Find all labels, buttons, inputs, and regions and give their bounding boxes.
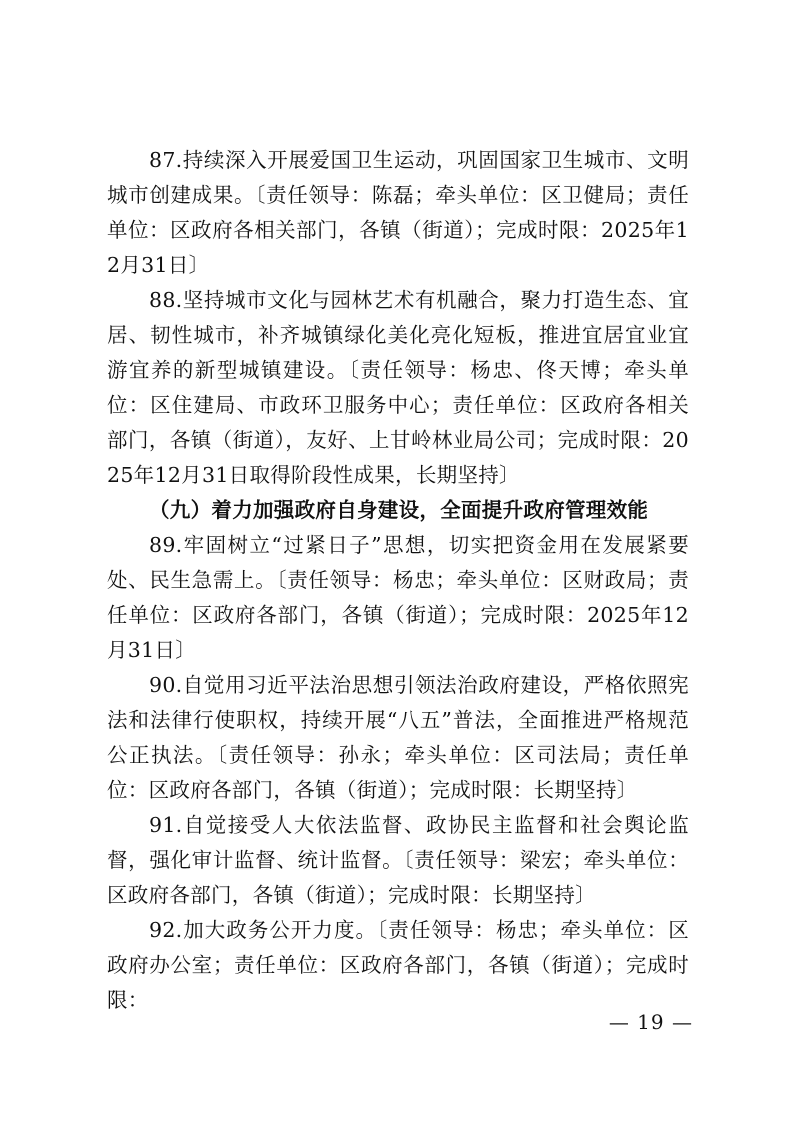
item-90: 90.自觉用习近平法治思想引领法治政府建设，严格依照宪法和法律行使职权，持续开展“八五”普法，全面推进严格规范公正执法。〔责任领导：孙永；牵头单位：区司法局；责任单位：区政府各部门，各镇（街道）；完成时限：长期坚持〕 — [107, 673, 689, 802]
section-heading-9: （九）着力加强政府自身建设，全面提升政府管理效能 — [149, 498, 649, 522]
item-88: 88.坚持城市文化与园林艺术有机融合，聚力打造生态、宜居、韧性城市，补齐城镇绿化美化亮化短板，推进宜居宜业宜游宜养的新型城镇建设。〔责任领导：杨忠、佟天博；牵头单位：区住建局、市政环卫服务中心；责任单位：区政府各相关部门，各镇（街道），友好、上甘岭林业局公司；完成时限：2025年12月31日取得阶段性成果，长期坚持〕 — [107, 288, 689, 487]
item-87: 87.持续深入开展爱国卫生运动，巩固国家卫生城市、文明城市创建成果。〔责任领导：陈磊；牵头单位：区卫健局；责任单位：区政府各相关部门，各镇（街道）；完成时限：2025年12月31日〕 — [107, 148, 689, 277]
page-number: — 19 — — [608, 1010, 693, 1034]
item-91: 91.自觉接受人大依法监督、政协民主监督和社会舆论监督，强化审计监督、统计监督。〔责任领导：梁宏；牵头单位：区政府各部门，各镇（街道）；完成时限：长期坚持〕 — [107, 813, 689, 907]
item-92: 92.加大政务公开力度。〔责任领导：杨忠；牵头单位：区政府办公室；责任单位：区政府各部门，各镇（街道）；完成时限： — [107, 918, 689, 1012]
item-89: 89.牢固树立“过紧日子”思想，切实把资金用在发展紧要处、民生急需上。〔责任领导：杨忠；牵头单位：区财政局；责任单位：区政府各部门，各镇（街道）；完成时限：2025年12月31日〕 — [107, 533, 689, 662]
document-body — [107, 143, 689, 1018]
